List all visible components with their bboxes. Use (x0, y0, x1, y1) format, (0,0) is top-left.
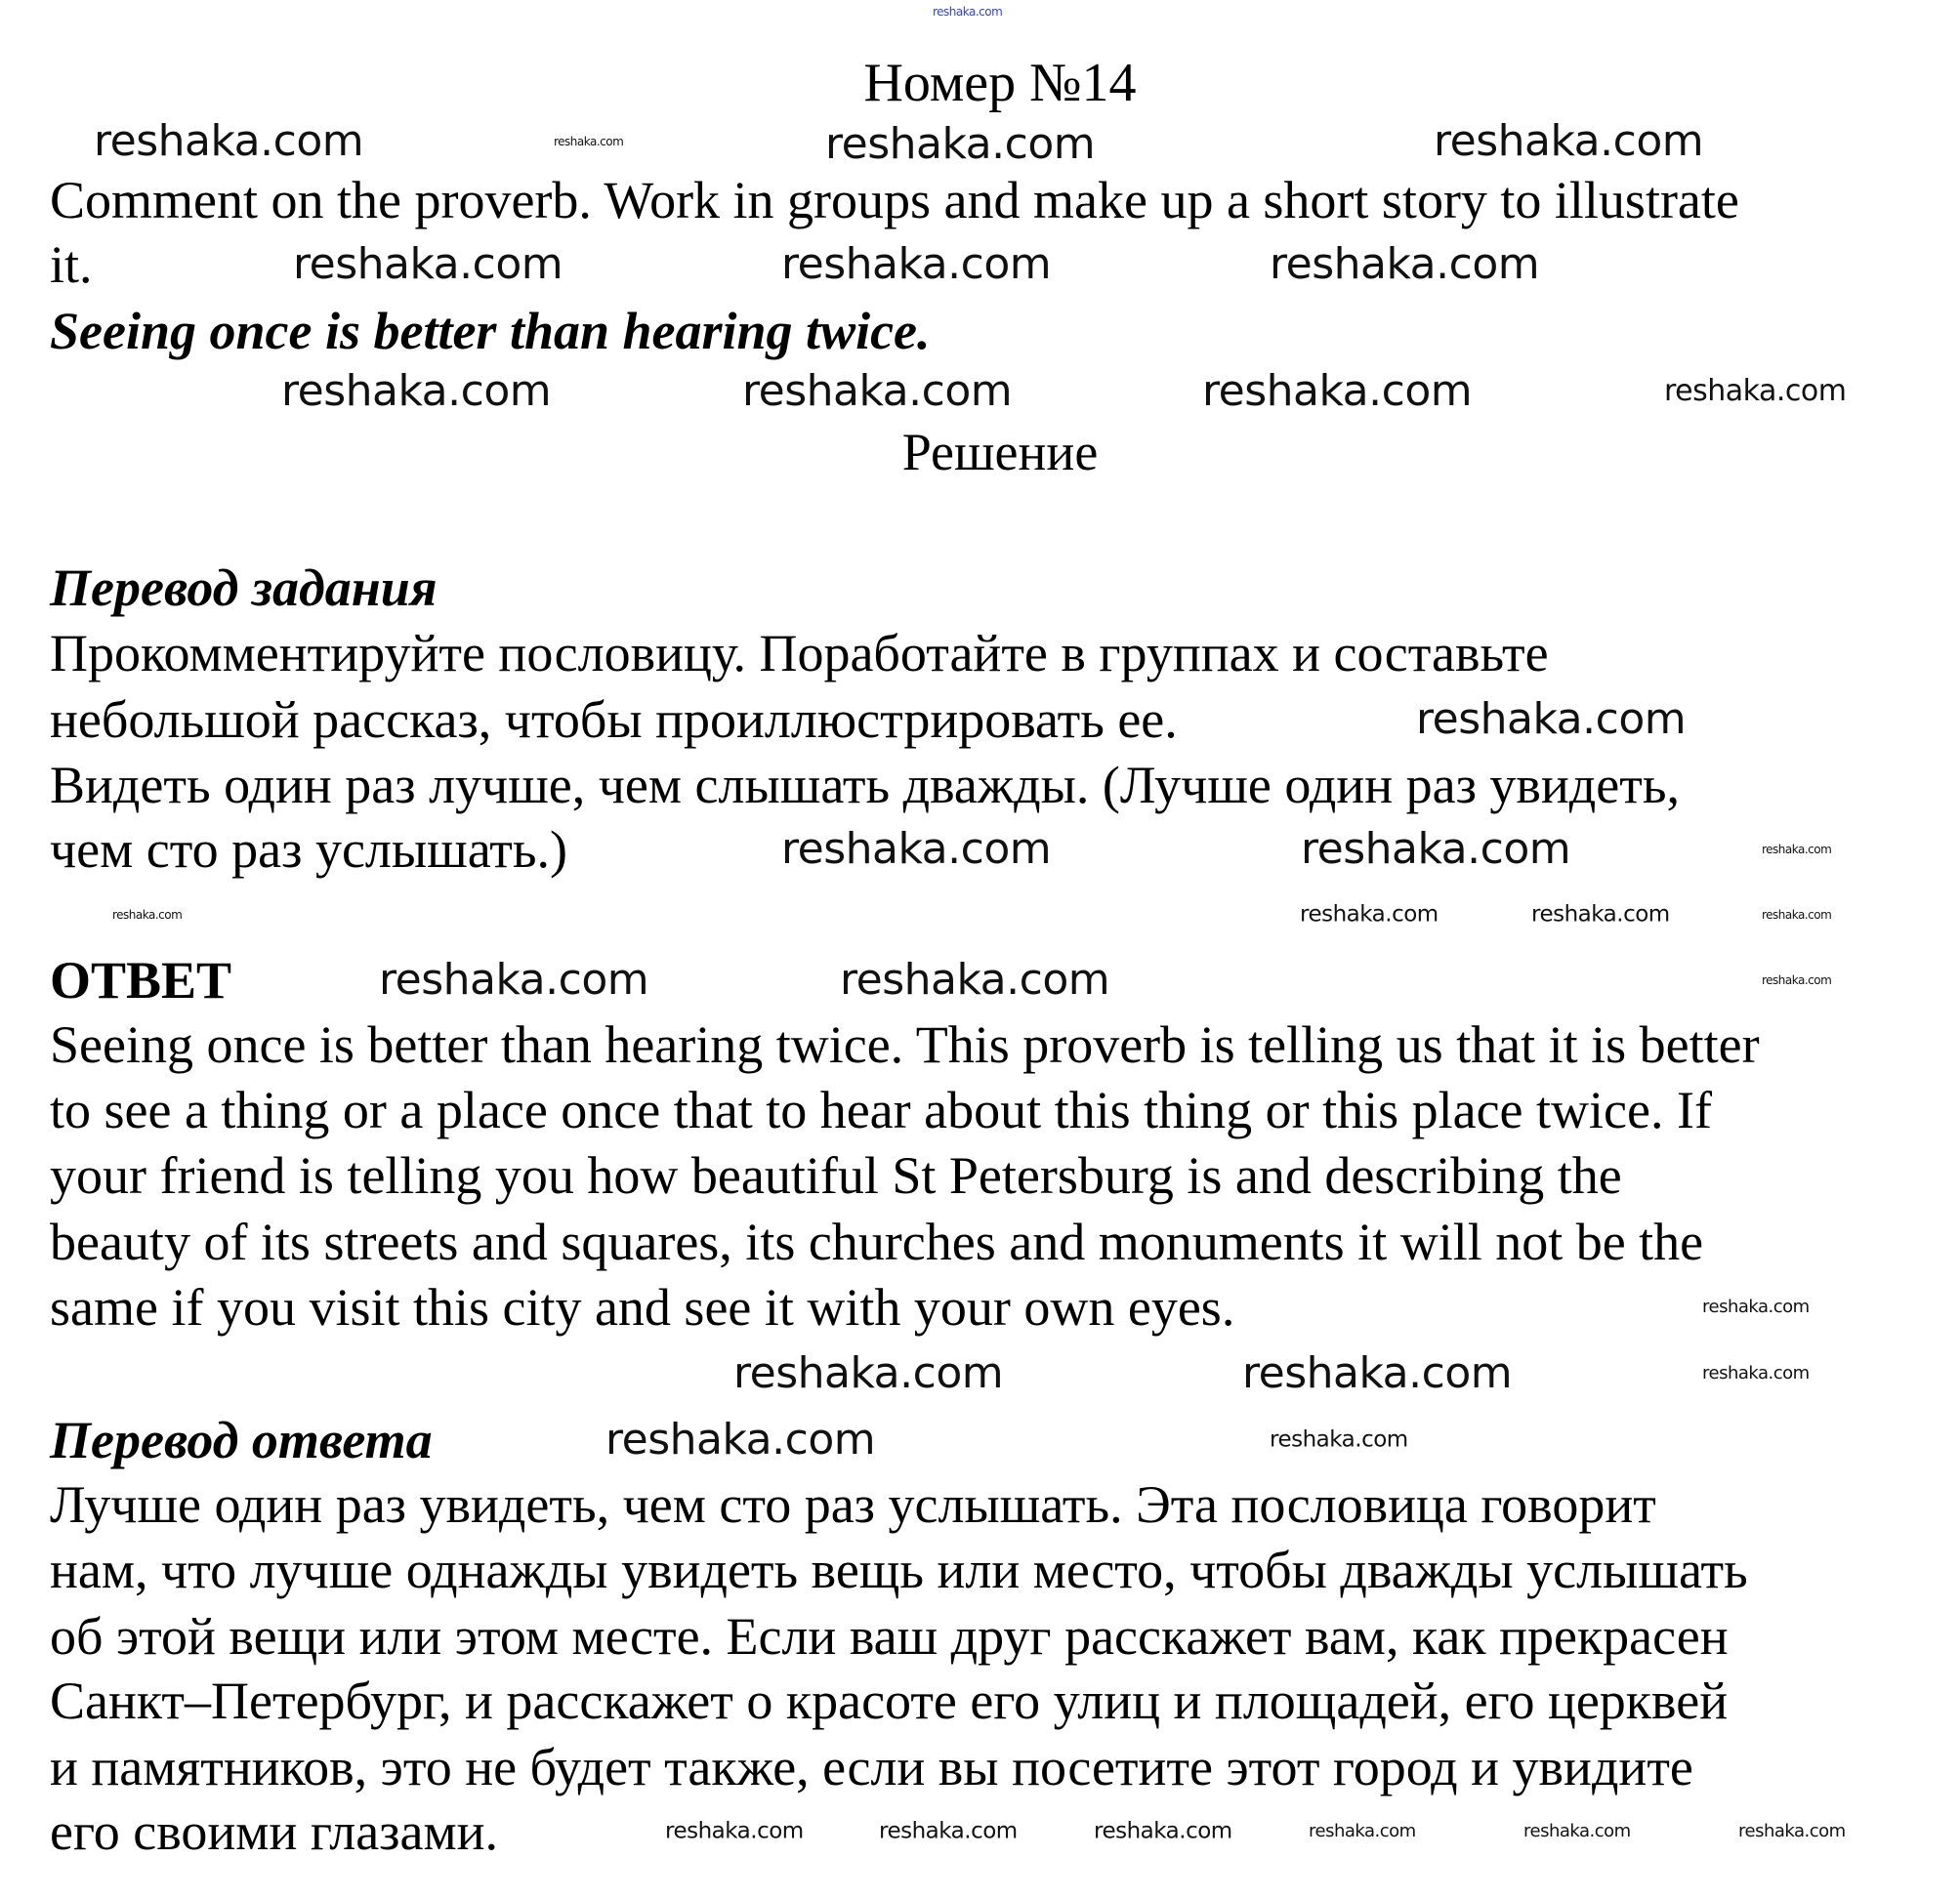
answer-line: beauty of its streets and squares, its churches and monuments it will not be the (50, 1213, 1704, 1271)
task-translation-line: Прокомментируйте пословицу. Поработайте в группах и составьте (50, 624, 1549, 682)
watermark: reshaka.com (1434, 116, 1704, 166)
watermark: reshaka.com (1270, 239, 1540, 289)
answer-translation-line: об этой вещи или этом месте. Если ваш друг расскажет вам, как прекрасен (50, 1607, 1729, 1666)
answer-line: your friend is telling you how beautiful St Petersburg is and describing the (50, 1146, 1622, 1205)
watermark: reshaka.com (293, 239, 563, 289)
watermark: reshaka.com (1242, 1348, 1513, 1398)
watermark: reshaka.com (379, 955, 649, 1005)
task-translation-heading: Перевод задания (50, 558, 438, 617)
answer-translation-line: Санкт–Петербург, и расскажет о красоте его улиц и площадей, его церквей (50, 1672, 1729, 1730)
watermark: reshaka.com (742, 366, 1013, 416)
answer-line: Seeing once is better than hearing twice. This proverb is telling us that it is better (50, 1015, 1760, 1074)
task-line: it. (50, 235, 93, 294)
watermark[interactable]: reshaka.com (933, 5, 1003, 19)
watermark: reshaka.com (781, 239, 1052, 289)
watermark: reshaka.com (1416, 694, 1687, 744)
watermark: reshaka.com (825, 119, 1096, 169)
watermark: reshaka.com (733, 1348, 1004, 1398)
proverb: Seeing once is better than hearing twice. (50, 302, 931, 360)
watermark: reshaka.com (1300, 901, 1439, 928)
watermark: reshaka.com (665, 1818, 804, 1844)
watermark: reshaka.com (1762, 843, 1832, 856)
watermark: reshaka.com (94, 116, 364, 166)
watermark: reshaka.com (1270, 1426, 1408, 1453)
watermark: reshaka.com (879, 1818, 1018, 1844)
answer-translation-line: Лучше один раз увидеть, чем сто раз услышать. Эта пословица говорит (50, 1475, 1656, 1534)
watermark: reshaka.com (1523, 1821, 1631, 1841)
task-translation-line: небольшой рассказ, чтобы проиллюстрировать ее. (50, 690, 1178, 749)
watermark: reshaka.com (1202, 366, 1473, 416)
answer-line: to see a thing or a place once that to hear about this thing or this place twice. If (50, 1081, 1712, 1139)
task-line: Comment on the proverb. Work in groups and make up a short story to illustrate (50, 171, 1739, 229)
task-translation-line: Видеть один раз лучше, чем слышать дважды. (Лучше один раз увидеть, (50, 756, 1680, 814)
watermark: reshaka.com (605, 1415, 876, 1465)
watermark: reshaka.com (1762, 908, 1832, 922)
watermark: reshaka.com (1309, 1821, 1416, 1841)
answer-translation-line: его своими глазами. (50, 1802, 499, 1861)
watermark: reshaka.com (1702, 1363, 1810, 1383)
watermark: reshaka.com (1702, 1297, 1810, 1317)
watermark: reshaka.com (1094, 1818, 1232, 1844)
watermark: reshaka.com (281, 366, 552, 416)
solution-heading: Решение (901, 423, 1099, 481)
answer-translation-line: нам, что лучше однажды увидеть вещь или место, чтобы дважды услышать (50, 1541, 1748, 1599)
answer-translation-heading: Перевод ответа (50, 1411, 433, 1469)
watermark: reshaka.com (1301, 824, 1571, 874)
watermark: reshaka.com (781, 824, 1052, 874)
watermark: reshaka.com (1664, 374, 1847, 408)
watermark: reshaka.com (1762, 973, 1832, 987)
task-translation-line: чем сто раз услышать.) (50, 820, 568, 879)
answer-line: same if you visit this city and see it with your own eyes. (50, 1278, 1235, 1337)
watermark: reshaka.com (554, 135, 624, 148)
page-title: Номер №14 (863, 53, 1137, 113)
watermark: reshaka.com (112, 908, 183, 922)
watermark: reshaka.com (840, 955, 1110, 1005)
answer-translation-line: и памятников, это не будет также, если вы посетите этот город и увидите (50, 1738, 1693, 1796)
watermark: reshaka.com (1738, 1821, 1846, 1841)
watermark: reshaka.com (1531, 901, 1670, 928)
answer-heading: ОТВЕТ (50, 951, 232, 1010)
